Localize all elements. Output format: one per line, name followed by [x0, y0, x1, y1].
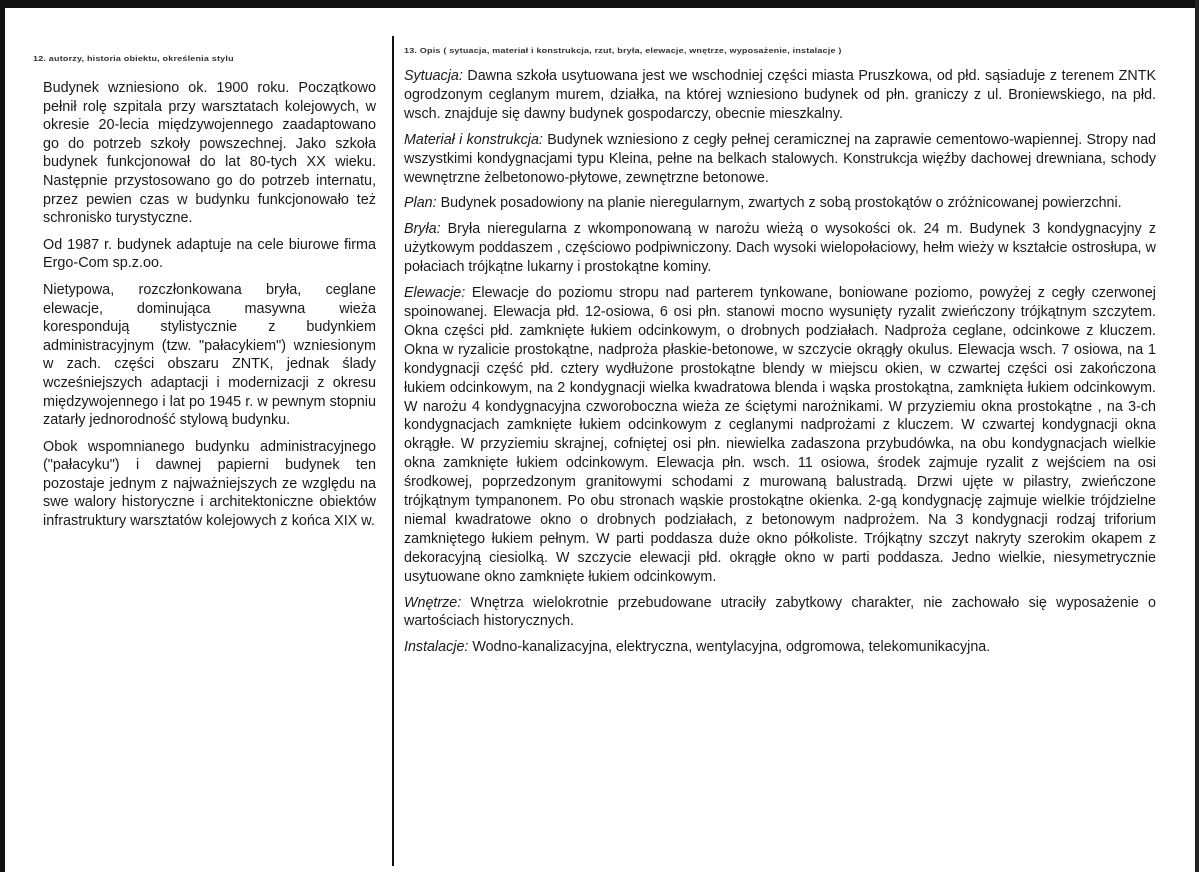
- section-label: Materiał i konstrukcja:: [404, 131, 543, 148]
- section-sytuacja: [404, 67, 1156, 124]
- section-text: Budynek posadowiony na planie nieregularnym, zwartych z sobą prostokątów o zróżnicowanej powierzchni.: [436, 195, 1122, 212]
- section-plan: [404, 194, 1156, 213]
- scan-border-top: [0, 0, 1199, 8]
- section-text: Budynek wzniesiono z cegły pełnej ceramicznej na zaprawie cementowo-wapiennej. Stropy nad wszystkimi kondygnacjami typu Kleina, pełne na belkach stalowych. Konstrukcja więźby dachowej drewniana, schody wewnętrzne żelbetonowo-płytowe, zewnętrzne betonowe.: [404, 131, 1157, 186]
- section-text: Dawna szkoła usytuowana jest we wschodniej części miasta Pruszkowa, od płd. sąsiaduje z terenem ZNTK ogrodzonym ceglanym murem, działka, na której wzniesiono budynek od płn. graniczy z ul. Broniewskiego, na płd. wsch. znajduje się dawny budynek gospodarczy, obecnie mieszkalny.: [404, 68, 1156, 122]
- description-heading: 13. Opis ( sytuacja, materiał i konstrukcja, rzut, bryła, elewacje, wnętrze, wyposażenie, instalacje ): [404, 46, 842, 55]
- section-text: Wodno-kanalizacyjna, elektryczna, wentylacyjna, odgromowa, telekomunikacyjna.: [468, 639, 991, 656]
- section-text: Wnętrza wielokrotnie przebudowane utraciły zabytkowy charakter, nie zachowało się wyposażenie o wartościach historycznych.: [404, 594, 1156, 630]
- section-wnetrze: [404, 594, 1156, 632]
- section-label: Elewacje:: [404, 285, 466, 302]
- history-paragraph-4: Obok wspomnianego budynku administracyjnego ("pałacyku") i dawnej papierni budynek ten pozostaje jednym z najważniejszych ze względu na swe walory historyczne i architektoniczne obiektów infrastruktury warsztatów kolejowych z końca XIX w.: [43, 438, 376, 530]
- scan-border-left: [0, 0, 5, 872]
- section-text: Bryła nieregularna z wkomponowaną w narożu wieżą o wysokości ok. 24 m. Budynek 3 kondygnacyjny z użytkowym poddaszem , częściowo podpiwniczony. Dach wysoki wielopołaciowy, hełm wieży w kształcie ostrosłupa, w połaciach trójkątne lukarny i prostokątne kominy.: [404, 221, 1156, 276]
- history-column: [33, 53, 376, 539]
- section-instalacje: [404, 638, 1156, 657]
- section-label: Wnętrze:: [404, 594, 462, 611]
- section-label: Plan:: [404, 195, 437, 212]
- description-column: [404, 45, 1156, 664]
- history-paragraph-3: Nietypowa, rozczłonkowana bryła, ceglane elewacje, dominująca masywna wieża korespondują stylistycznie z budynkiem administracyjnym (tzw. "pałacykiem") wzniesionym w zach. części obszaru ZNTK, jednak ślady wcześniejszych adaptacji i modernizacji z okresu międzywojennego i lat po 1945 r. w pewnym stopniu zatarły jednorodność stylową budynku.: [43, 281, 376, 429]
- column-divider: [392, 36, 394, 866]
- section-material: [404, 131, 1156, 188]
- history-paragraph-2: Od 1987 r. budynek adaptuje na cele biurowe firma Ergo-Com sp.z.oo.: [43, 236, 376, 272]
- section-bryla: [404, 220, 1156, 277]
- history-heading: 12. autorzy, historia obiektu, określenia stylu: [33, 54, 234, 63]
- section-text: Elewacje do poziomu stropu nad parterem tynkowane, boniowane poziomo, powyżej z cegły czerwonej spoinowanej. Elewacja płd. 12-osiowa, 6 osi płn. stanowi mocno wysunięty ryzalit zwieńczony trójkątnym szczytem. Okna części płd. zamknięte łukiem odcinkowym, o drobnych podziałach. Nadproża ceglane, odcinkowe z kluczem. Okna w ryzalicie prostokątne, nadproża płaskie-betonowe, w szczycie okrągły okulus. Elewacja wsch. 7 osiowa, na 1 kondygnacji część płd. cztery wydłużone prostokątne blendy w miejscu okien, w czwartej części osi zakończona łukiem odcinkowym, na 2 kondygnacji wielka kwadratowa blenda i wąska prostokątna, zamknięta łukiem odcinkowym. W narożu 4 kondygnacyjna czworoboczna wieża ze ściętymi narożnikami. W przyziemiu okna prostokątne , na 3-ch kondygnacjach zamknięte łukiem odcinkowym z ceglanymi nadprożami z kluczem. W czwartej kondygnacji okna okrągłe. W przyziemiu skrajnej, cofniętej osi płn. niewielka zadaszona przybudówka, na obu kondygnacjach wielkie okna zamknięte łukiem odcinkowym. Elewacja płn. wsch. 11 osiowa, środek zajmuje ryzalit z wejściem na osi środkowej, poprzedzonym granitowymi schodami z murowaną balustradą. Drzwi ujęte w pilastry, zwieńczone trójkątnym tympanonem. Po obu stronach wąskie prostokątne okienka. 2-gą kondygnację zajmuje wielkie trójdzielne niemal kwadratowe okno o drobnych podziałach, z betonowym nadprożem. Na 3 kondygnacji rodzaj triforium zamkniętego łukiem pełnym. W parti poddasza duże okno półkoliste. Trójkątny szczyt nakryty szerokim okapem z dekoracyjną ciesiolką. W szczycie elewacji płd. okrągłe okno w parti poddasza. Jedno wielkie, niesymetrycznie usytuowane okno zamknięte łukiem odcinkowym.: [404, 285, 1156, 585]
- section-label: Sytuacja:: [404, 68, 463, 84]
- scan-border-right: [1195, 0, 1199, 872]
- section-label: Bryła:: [404, 221, 441, 238]
- section-label: Instalacje:: [404, 639, 469, 656]
- section-elewacje: [404, 284, 1156, 587]
- history-paragraph-1: Budynek wzniesiono ok. 1900 roku. Początkowo pełnił rolę szpitala przy warsztatach kolejowych, w okresie 20-lecia międzywojennego zaadaptowano go do potrzeb szkoły powszechnej. Jako szkoła budynek funkcjonował do lat 80-tych XX wieku. Następnie przystosowano go do potrzeb internatu, przez pewien czas w budynku funkcjonowało też schronisko turystyczne.: [43, 80, 376, 227]
